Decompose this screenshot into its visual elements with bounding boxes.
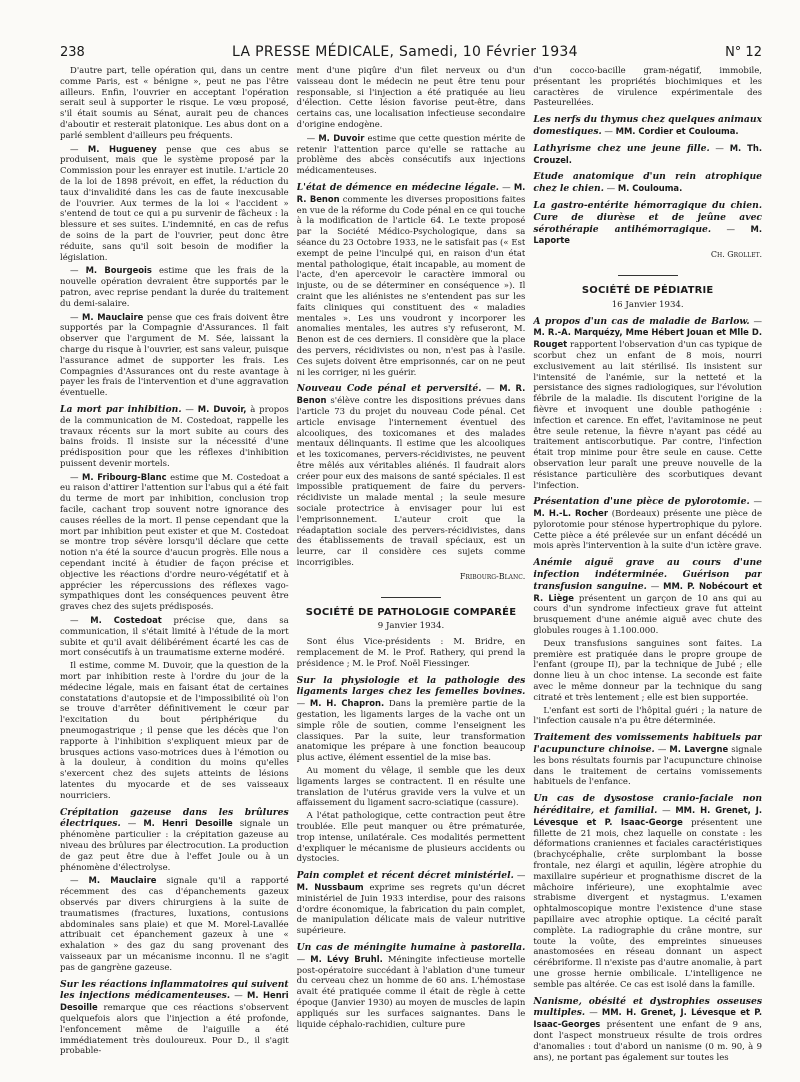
article-title: Nanisme, obésité et dystrophies osseuses multiples.: [533, 995, 763, 1019]
speaker-name: M. Mauclaire: [82, 311, 144, 322]
speaker-name: M. R. Benon: [296, 181, 526, 204]
paragraph: D'autre part, telle opération qui, dans un centre comme Paris, est « bénigne », peut ne pas l'être ailleurs. Enfin, l'ouvrier en acceptant l'opération serait seul à supporter le risque. Le vœu proposé, s'il était soumis au Sénat, aurait peu de chances d'aboutir et resterait platonique. Les abus dont on a parlé semblent d'ailleurs peu fréquents.: [60, 66, 289, 141]
paragraph: Au moment du vêlage, il semble que les deux ligaments larges se contractent. Il en résulte une translation de l'utérus gravide vers la vulve et un affaissement du ligament sacro-sciatique (cassure).: [296, 766, 526, 809]
paragraph-text: s'élève contre les dispositions prévues dans l'article 73 du projet du nouveau Code pénal. Cet article envisage l'internement éventuel des alcooliques, des toxicomanes et des malades mentaux délinquants. Il estime que les alcooliques et les toxicomanes, pervers-récidivistes, ne peuvent être mêlés aux véritables aliénés. Il faudrait alors créer pour eux des maisons de santé spéciales. Il est impossible pratiquement de faire du pervers-récidiviste un malade mental ; la seule mesure sociale protectrice à envisager pour lui est l'emprisonnement. L'auteur croit que la réadaptation sociale des pervers-récidivistes, dans des établissements de travail spéciaux, est un leurre, car il considère ces sujets comme incorrigibles.: [296, 396, 526, 569]
paragraph: Lathyrisme chez une jeune fille. — M. Th. Crouzel.: [533, 142, 763, 165]
speaker-name: MM. H. Grenet, J. Lévesque et P. Isaac-Georges: [533, 1007, 763, 1030]
paragraph: Un cas de dysostose cranio-faciale non héréditaire, et familial. — MM. H. Grenet, J. Lévesque et P. Isaac-George présentent une fillette de 21 mois, chez laquelle on constate : les déformations craniennes et faciales caractéristiques (brachycéphalie, crête surplombant la bosse frontale, nez élargi et aquilin, légère atrophie du maxillaire supérieur et prognathisme discret de la mâchoire inférieure), une exophtalmie avec strabisme divergent et nystagmus. L'examen ophtalmoscopique montre l'existence d'une stase papillaire avec atrophie optique. La cécité paraît complète. La radiographie du crâne montre, sur toute la voûte, des empreintes sinueuses anastomosées en réseau donnant un aspect cérébriforme. Il n'existe pas d'autre anomalie, à part une grosse hernie ombilicale. L'intelligence ne semble pas altérée. Ce cas est isolé dans la famille.: [533, 793, 763, 990]
article-title: Crépitation gazeuse dans les brûlures électriques.: [60, 806, 289, 830]
article-title: Les nerfs du thymus chez quelques animaux domestiques.: [533, 114, 763, 137]
paragraph-text: pense que ces abus se produisent, mais que le système proposé par la Commission pour les enrayer est inutile. L'article 20 de la loi de 1898 prévoit, en effet, la réduction du taux d'invalidité dans les cas de faute inexcusable de l'ouvrier. Aux termes de la loi « l'accident » s'entend de tout ce qui a pu survenir de fâcheux : la blessure et ses suites. L'indemnité, en cas de refus de soins de la part de l'ouvrier, peut donc être réduite, sans qu'il soit besoin de modifier la législation.: [60, 144, 289, 263]
speaker-name: MM. H. Grenet, J. Lévesque et P. Isaac-George: [533, 805, 763, 827]
paragraph-text: à propos de la communication de M. Costedoat, rappelle les travaux récents sur la mort subite au cours des bains froids. Il insiste sur la nécessité d'une prédisposition pour que les réflexes d'inhibition puissent devenir mortels.: [60, 404, 289, 469]
paragraph: L'enfant est sorti de l'hôpital guéri ; la nature de l'infection causale n'a pu être déterminée.: [533, 705, 763, 727]
article-title: La mort par inhibition.: [60, 403, 182, 415]
speaker-name: M. H.-L. Rocher: [533, 508, 608, 519]
article-title: Un cas de dysostose cranio-faciale non héréditaire, et familial.: [533, 793, 763, 817]
article-title: L'état de démence en médecine légale.: [296, 181, 499, 193]
paragraph: Traitement des vomissements habituels par l'acupuncture chinoise. — M. Lavergne signale les bons résultats fournis par l'acupuncture chinoise dans le traitement de certains vomissements habituels de l'enfance.: [533, 732, 763, 788]
section-divider: [381, 597, 441, 598]
paragraph: — M. Hugueney pense que ces abus se produisent, mais que le système proposé par la Commission pour les enrayer est inutile. L'article 20 de la loi de 1898 prévoit, en effet, la réduction du taux d'invalidité dans les cas de faute inexcusable de l'ouvrier. Aux termes de la loi « l'accident » s'entend de tout ce qui a pu survenir de fâcheux : la blessure et ses suites. L'indemnité, en cas de refus de soins de la part de l'ouvrier, peut donc être réduite, sans qu'il soit besoin de modifier la législation.: [60, 143, 289, 263]
paragraph-text: (Bordeaux) présente une pièce de pylorotomie pour sténose hypertrophique du pylore. Cette pièce a été prélevée sur un enfant décédé un mois après l'intervention à la suite d'un ictère grave.: [533, 509, 763, 552]
paragraph: Crépitation gazeuse dans les brûlures électriques. — M. Henri Desoille signale un phénomène particulier : la crépitation gazeuse au niveau des brûlures par électrocution. La production de gaz peut être due à l'effet Joule ou à un phénomène d'électrolyse.: [60, 806, 289, 873]
paragraph: L'état de démence en médecine légale. — M. R. Benon commente les diverses propositions faites en vue de la réforme du Code pénal en ce qui touche à la modification de l'article 64. Le texte proposé par la Société Médico-Psychologique, dans sa séance du 23 Octobre 1933, ne le satisfait pas (« Est exempt de peine l'inculpé qui, en raison d'un état mental pathologique, était incapable, au moment de l'acte, d'en apercevoir le caractère immoral ou injuste, ou de se déterminer en conséquence »). Il craint que les aliénistes ne s'entendent pas sur les faits cliniques qui constituent des « maladies mentales ». Les uns voudront y incorporer les anomalies mentales, les autres s'y refuseront, M. Benon est de ces derniers. Il considère que la place des pervers, récidivistes ou non, n'est pas à l'asile. Ces sujets doivent être emprisonnés, car on ne peut ni les corriger, ni les guérir.: [296, 181, 526, 378]
column-3: [533, 66, 762, 1076]
speaker-name: M. R. Benon: [296, 383, 526, 406]
paragraph: Deux transfusions sanguines sont faites. La première est pratiquée dans le propre groupe de l'enfant (groupe II), par la technique de Jubé ; elle donne lieu à un choc intense. La seconde est faite avec le même donneur par la technique du sang citraté et très lentement ; elle est bien supportée.: [533, 638, 763, 703]
paragraph: La mort par inhibition. — M. Duvoir, à propos de la communication de M. Costedoat, rappelle les travaux récents sur la mort subite au cours des bains froids. Il insiste sur la nécessité d'une prédisposition pour que les réflexes d'inhibition puissent devenir mortels.: [60, 403, 289, 469]
paragraph: Nanisme, obésité et dystrophies osseuses multiples. — MM. H. Grenet, J. Lévesque et P. Isaac-Georges présentent une enfant de 9 ans, dont l'aspect monstrueux résulte de trois ordres d'anomalies : tout d'abord un nanisme (0 m. 90, à 9 ans), ne portant pas également sur toutes les: [533, 995, 763, 1063]
paragraph-text: présentent un garçon de 10 ans qui au cours d'un syndrome infectieux grave fut atteint brusquement d'une anémie aiguë avec chute des globules rouges à 1.100.000.: [533, 593, 763, 637]
paragraph: Nouveau Code pénal et perversité. — M. R. Benon s'élève contre les dispositions prévues dans l'article 73 du projet du nouveau Code pénal. Cet article envisage l'internement éventuel des alcooliques, des toxicomanes et des malades mentaux délinquants. Il estime que les alcooliques et les toxicomanes, pervers-récidivistes, ne peuvent être mêlés aux véritables aliénés. Il faudrait alors créer pour eux des maisons de santé spéciales. Il est impossible pratiquement de faire du pervers-récidiviste un malade mental ; la seule mesure sociale protectrice à envisager pour lui est l'emprisonnement. L'auteur croit que la réadaptation sociale des pervers-récidivistes, dans des établissements de travail spéciaux, est un leurre, car il considère ces sujets comme incorrigibles.: [296, 383, 526, 569]
speaker-name: M. H. Chapron.: [309, 698, 385, 709]
section-heading: SOCIÉTÉ DE PATHOLOGIE COMPARÉE: [305, 606, 517, 618]
section-divider: [618, 275, 678, 276]
paragraph: Il estime, comme M. Duvoir, que la question de la mort par inhibition reste à l'ordre du jour de la médecine légale, mais en faisant état de certaines constatations d'autopsie et de l'impossibilité où l'on se trouve d'arrêter définitivement le cœur par l'excitation du bout périphérique du pneumogastrique ; il pense que les décès que l'on rapporte à l'inhibition s'expliquent mieux par de brusques actions vaso-motrices dues à l'émotion ou à la douleur, à condition du moins qu'elles s'exercent chez des sujets atteints de lésions latentes du myocarde et de ses vaisseaux nourriciers.: [60, 661, 289, 801]
column-2: [297, 66, 526, 1076]
page-header: [60, 44, 762, 62]
paragraph: Sont élus Vice-présidents : M. Bridre, en remplacement de M. le Prof. Rathery, qui prend la présidence ; M. le Prof. Noël Fiessinger.: [296, 637, 526, 669]
speaker-name: M. Bourgeois: [85, 265, 152, 276]
speaker-name: MM. Cordier et Coulouma.: [615, 125, 739, 136]
paragraph-text: précise que, dans sa communication, il s'était limité à l'étude de la mort subite et qu'il avait délibérément écarté les cas de mort consécutifs à un traumatisme externe modéré.: [60, 616, 289, 659]
article-title: Traitement des vomissements habituels par l'acupuncture chinoise.: [533, 732, 763, 756]
paragraph-text: estime que M. Costedoat a eu raison d'attirer l'attention sur l'abus qui a été fait du terme de mort par inhibition, conclusion trop facile, cachant trop souvent notre ignorance des causes réelles de la mort. Il pense cependant que la mort par inhibition peut exister et que M. Costedoat se montre trop sévère lorsqu'il déclare que cette notion n'a été la source d'aucun progrès. Elle nous a cependant incité à étudier de façon précise et objective les réactions d'ordre neuro-végétatif et à apprécier les répercussions des réflexes vago-sympathiques dont les conséquences peuvent être graves chez des sujets prédisposés.: [60, 472, 289, 613]
speaker-name: M. Lavergne: [669, 744, 729, 755]
paragraph-text: Dans la première partie de la gestation, les ligaments larges de la vache ont un simple rôle de soutien, comme l'enseignent les classiques. Par la suite, leur transformation anatomique les prépare à une fonction beaucoup plus active, élément essentiel de la mise bas.: [296, 699, 526, 764]
paragraph: — M. Mauclaire pense que ces frais doivent être supportés par la Compagnie d'Assurances. Il fait observer que l'argument de M. Sée, laissant la charge du risque à l'ouvrier, est sans valeur, puisque l'assurance admet de supporter les frais. Les Compagnies d'Assurances ont du reste avantage à payer les frais de l'intervention et d'une aggravation éventuelle.: [60, 311, 289, 399]
paragraph-text: présentent une fillette de 21 mois, chez laquelle on constate : les déformations craniennes et faciales caractéristiques (brachycéphalie, crête surplombant la bosse frontale, nez élargi et aquilin, légère atrophie du maxillaire supérieur et prognathisme discret de la mâchoire inférieure), une exophtalmie avec strabisme divergent et nystagmus. L'examen ophtalmoscopique montre l'existence d'une stase papillaire avec atrophie optique. La cécité paraît complète. La radiographie du crâne montre, sur toute la voûte, des empreintes sinueuses anastomosées en réseau donnant un aspect cérébriforme. Il n'existe pas d'autre anomalie, à part une grosse hernie ombilicale. L'intelligence ne semble pas altérée. Ce cas est isolé dans la famille.: [533, 817, 763, 990]
paragraph: d'un cocco-bacille gram-négatif, immobile, présentant les propriétés biochimiques et les caractères de virulence expérimentale des Pasteurellées.: [533, 66, 763, 109]
paragraph: Etude anatomique d'un rein atrophique chez le chien. — M. Coulouma.: [533, 171, 763, 195]
article-title: Nouveau Code pénal et perversité.: [296, 383, 482, 395]
page-number: 238: [60, 45, 85, 60]
speaker-name: M. R.-A. Marquézy, Mme Hébert Jouan et Mlle D. Rouget: [533, 327, 763, 350]
session-date: 9 Janvier 1934.: [377, 621, 445, 632]
paragraph: — M. Mauclaire signale qu'il a rapporté récemment des cas d'épanchements gazeux observés par divers chirurgiens à la suite de traumatismes (fractures, luxations, contusions abdominales sans plaie) et que M. Morel-Lavallée attribuait cet épanchement gazeux à une « exhalation » des gaz du sang provenant des vaisseaux par un mécanisme inconnu. Il ne s'agit pas de gangrène gazeuse.: [60, 875, 289, 973]
paragraph-text: remarque que ces réactions s'observent quelquefois alors que l'injection a été profonde, l'enfoncement même de l'aiguille a été immédiatement très douloureux. Pour D., il s'agit probable-: [60, 1003, 289, 1057]
article-title: Anémie aiguë grave au cours d'une infection indéterminée. Guérison par transfusion sanguine.: [533, 557, 763, 592]
paragraph: Les nerfs du thymus chez quelques animaux domestiques. — MM. Cordier et Coulouma.: [533, 114, 763, 137]
speaker-name: M. Duvoir: [318, 132, 365, 143]
article-title: Un cas de méningite humaine à pastorella.: [296, 941, 526, 953]
article-title: Présentation d'une pièce de pylorotomie.: [533, 496, 750, 508]
speaker-name: M. Coulouma.: [617, 183, 683, 194]
speaker-name: M. Laporte: [533, 223, 763, 246]
paragraph-text: Méningite infectieuse mortelle post-opératoire succédant à l'ablation d'une tumeur du cerveau chez un homme de 60 ans. L'hémostase avait été pratiquée comme il était de règle à cette époque (Janvier 1930) au moyen de muscles de lapin appliqués sur les surfaces saignantes. Dans le liquide céphalo-rachidien, culture pure: [296, 954, 526, 1030]
paragraph: A l'état pathologique, cette contraction peut être troublée. Elle peut manquer ou être prématurée, trop intense, unilatérale. Ces modalités permettent d'expliquer le mécanisme de plusieurs accidents ou dystocies.: [296, 811, 526, 865]
speaker-name: MM. P. Nobécourt et R. Liège: [533, 580, 763, 603]
paragraph: Sur la physiologie et la pathologie des ligaments larges chez les femelles bovines. — M. H. Chapron. Dans la première partie de la gestation, les ligaments larges de la vache ont un simple rôle de soutien, comme l'enseignent les classiques. Par la suite, leur transformation anatomique les prépare à une fonction beaucoup plus active, élément essentiel de la mise bas.: [296, 674, 526, 764]
paragraph-text: présentent une enfant de 9 ans, dont l'aspect monstrueux résulte de trois ordres d'anomalies : tout d'abord un nanisme (0 m. 90, à 9 ans), ne portant pas également sur toutes les: [533, 1020, 763, 1063]
article-title: Etude anatomique d'un rein atrophique chez le chien.: [533, 171, 763, 195]
article-columns: [60, 66, 762, 1076]
paragraph-text: signale les bons résultats fournis par l'acupuncture chinoise dans le traitement de certains vomissements habituels de l'enfance.: [533, 745, 763, 788]
paragraph: — M. Costedoat précise que, dans sa communication, il s'était limité à l'étude de la mort subite et qu'il avait délibérément écarté les cas de mort consécutifs à un traumatisme externe modéré.: [60, 615, 289, 659]
speaker-name: M. Fribourg-Blanc: [82, 471, 167, 482]
article-title: A propos d'un cas de maladie de Barlow.: [533, 315, 750, 327]
paragraph: Présentation d'une pièce de pylorotomie. — M. H.-L. Rocher (Bordeaux) présente une pièce de pylorotomie pour sténose hypertrophique du pylore. Cette pièce a été prélevée sur un enfant décédé un mois après l'intervention à la suite d'un ictère grave.: [533, 496, 763, 552]
speaker-name: M. Duvoir,: [197, 403, 247, 414]
paragraph-text: signale qu'il a rapporté récemment des cas d'épanchements gazeux observés par divers chirurgiens à la suite de traumatismes (fractures, luxations, contusions abdominales sans plaie) et que M. Morel-Lavallée attribuait cet épanchement gazeux à une « exhalation » des gaz du sang provenant des vaisseaux par un mécanisme inconnu. Il ne s'agit pas de gangrène gazeuse.: [60, 876, 289, 973]
speaker-name: M. Lévy Bruhl.: [310, 953, 383, 964]
article-title: Lathyrisme chez une jeune fille.: [533, 142, 710, 154]
paragraph-text: exprime ses regrets qu'un décret ministériel de Juin 1933 interdise, pour des raisons d'ordre économique, la fabrication du pain complet, de manipulation délicate mais de valeur nutritive supérieure.: [296, 882, 526, 937]
signature: Ch. Grollet.: [710, 250, 763, 260]
paragraph-text: pense que ces frais doivent être supportés par la Compagnie d'Assurances. Il fait observer que l'argument de M. Sée, laissant la charge du risque à l'ouvrier, est sans valeur, puisque l'assurance admet de supporter les frais. Les Compagnies d'Assurances ont du reste avantage à payer les frais de l'intervention et d'une aggravation éventuelle.: [60, 312, 289, 399]
speaker-name: M. Th. Crouzel.: [533, 142, 763, 165]
session-date: 16 Janvier 1934.: [611, 299, 684, 310]
paragraph: — M. Duvoir estime que cette question mérite de retenir l'attention parce qu'elle se rattache au problème des abcès consécutifs aux injections médicamenteuses.: [296, 132, 526, 177]
paragraph-text: rapportent l'observation d'un cas typique de scorbut chez un enfant de 8 mois, nourri exclusivement au lait stérilisé. Ils insistent sur l'intensité de l'anémie, sur la netteté et la persistance des signes radiologiques, sur l'évolution fébrile de la maladie. Ils discutent l'origine de la fièvre et invoquent une double pathogénie : infection et carence. En effet, l'avitaminose ne peut être seule retenue, la fièvre n'ayant pas cédé au traitement antiscorbutique. Par contre, l'infection était trop minime pour être seule en cause. Cette observation leur paraît une preuve nouvelle de la résistance particulière des scorbutiques devant l'infection.: [533, 340, 763, 491]
paragraph: Pain complet et récent décret ministériel. — M. Nussbaum exprime ses regrets qu'un décret ministériel de Juin 1933 interdise, pour des raisons d'ordre économique, la fabrication du pain complet, de manipulation délicate mais de valeur nutritive supérieure.: [296, 870, 526, 937]
signature: Fribourg-Blanc.: [459, 571, 526, 581]
speaker-name: M. Nussbaum: [296, 881, 364, 892]
paragraph-text: estime que les frais de la nouvelle opération devraient être supportés par le patron, avec reprise pendant la durée du traitement du demi-salaire.: [60, 266, 289, 309]
paragraph: Un cas de méningite humaine à pastorella. — M. Lévy Bruhl. Méningite infectieuse mortelle post-opératoire succédant à l'ablation d'une tumeur du cerveau chez un homme de 60 ans. L'hémostase avait été pratiquée comme il était de règle à cette époque (Janvier 1930) au moyen de muscles de lapin appliqués sur les surfaces saignantes. Dans le liquide céphalo-rachidien, culture pure: [296, 941, 526, 1030]
paragraph: Sur les réactions inflammatoires qui suivent les injections médicamenteuses. — M. Henri Desoille remarque que ces réactions s'observent quelquefois alors que l'injection a été profonde, l'enfoncement même de l'aiguille a été immédiatement très douloureux. Pour D., il s'agit probable-: [60, 978, 289, 1057]
speaker-name: M. Mauclaire: [88, 875, 157, 886]
issue-number: N° 12: [725, 45, 762, 60]
article-title: Pain complet et récent décret ministériel.: [296, 870, 514, 882]
paragraph: ment d'une piqûre d'un filet nerveux ou d'un vaisseau dont le médecin ne peut être tenu pour responsable, si l'injection a été pratiquée au lieu d'élection. Cette lésion favorise peut-être, dans certains cas, une localisation infectieuse secondaire d'origine endogène.: [296, 66, 526, 130]
section-heading: SOCIÉTÉ DE PÉDIATRIE: [581, 284, 714, 296]
speaker-name: M. Henri Desoille: [60, 990, 289, 1013]
paragraph: — M. Fribourg-Blanc estime que M. Costedoat a eu raison d'attirer l'attention sur l'abus qui a été fait du terme de mort par inhibition, conclusion trop facile, cachant trop souvent notre ignorance des causes réelles de la mort. Il pense cependant que la mort par inhibition peut exister et que M. Costedoat se montre trop sévère lorsqu'il déclare que cette notion n'a été la source d'aucun progrès. Elle nous a cependant incité à étudier de façon précise et objective les réactions d'ordre neuro-végétatif et à apprécier les répercussions des réflexes vago-sympathiques dont les conséquences peuvent être graves chez des sujets prédisposés.: [60, 471, 289, 613]
speaker-name: M. Costedoat: [90, 615, 162, 626]
paragraph: A propos d'un cas de maladie de Barlow. — M. R.-A. Marquézy, Mme Hébert Jouan et Mlle D. Rouget rapportent l'observation d'un cas typique de scorbut chez un enfant de 8 mois, nourri exclusivement au lait stérilisé. Ils insistent sur l'intensité de l'anémie, sur la netteté et la persistance des signes radiologiques, sur l'évolution fébrile de la maladie. Ils discutent l'origine de la fièvre et invoquent une double pathogénie : infection et carence. En effet, l'avitaminose ne peut être seule retenue, la fièvre n'ayant pas cédé au traitement antiscorbutique. Par contre, l'infection était trop minime pour être seule en cause. Cette observation leur paraît une preuve nouvelle de la résistance particulière des scorbutiques devant l'infection.: [533, 315, 763, 491]
paragraph: Anémie aiguë grave au cours d'une infection indéterminée. Guérison par transfusion sanguine. — MM. P. Nobécourt et R. Liège présentent un garçon de 10 ans qui au cours d'un syndrome infectieux grave fut atteint brusquement d'une anémie aiguë avec chute des globules rouges à 1.100.000.: [533, 557, 763, 637]
speaker-name: M. Hugueney: [87, 143, 157, 154]
paragraph-text: estime que cette question mérite de retenir l'attention parce qu'elle se rattache au problème des abcès consécutifs aux injections médicamenteuses.: [296, 133, 526, 177]
column-1: [60, 66, 289, 1076]
paragraph: La gastro-entérite hémorragique du chien. Cure de diurèse et de jeûne avec sérothérapie antihémorragique. — M. Laporte: [533, 199, 763, 246]
paragraph: — M. Bourgeois estime que les frais de la nouvelle opération devraient être supportés par le patron, avec reprise pendant la durée du traitement du demi-salaire.: [60, 265, 289, 309]
article-title: Sur la physiologie et la pathologie des ligaments larges chez les femelles bovines.: [296, 674, 526, 698]
speaker-name: M. Henri Desoille: [143, 818, 233, 829]
paragraph-text: commente les diverses propositions faites en vue de la réforme du Code pénal en ce qui touche à la modification de l'article 64. Le texte proposé par la Société Médico-Psychologique, dans sa séance du 23 Octobre 1933, ne le satisfait pas (« Est exempt de peine l'inculpé qui, en raison d'un état mental pathologique, était incapable, au moment de l'acte, d'en apercevoir le caractère immoral ou injuste, ou de se déterminer en conséquence »). Il craint que les aliénistes ne s'entendent pas sur les faits cliniques qui constituent des « maladies mentales ». Les uns voudront y incorporer les anomalies mentales, les autres s'y refuseront, M. Benon est de ces derniers. Il considère que la place des pervers, récidivistes ou non, n'est pas à l'asile. Ces sujets doivent être emprisonnés, car on ne peut ni les corriger, ni les guérir.: [296, 194, 526, 378]
article-title: La gastro-entérite hémorragique du chien. Cure de diurèse et de jeûne avec sérothérapie antihémorragique.: [533, 199, 763, 235]
paragraph-text: signale un phénomène particulier : la crépitation gazeuse au niveau des brûlures par électrocution. La production de gaz peut être due à l'effet Joule ou à un phénomène d'électrolyse.: [60, 819, 289, 873]
article-title: Sur les réactions inflammatoires qui suivent les injections médicamenteuses.: [60, 978, 289, 1002]
journal-title: LA PRESSE MÉDICALE, Samedi, 10 Février 1934: [232, 44, 578, 60]
